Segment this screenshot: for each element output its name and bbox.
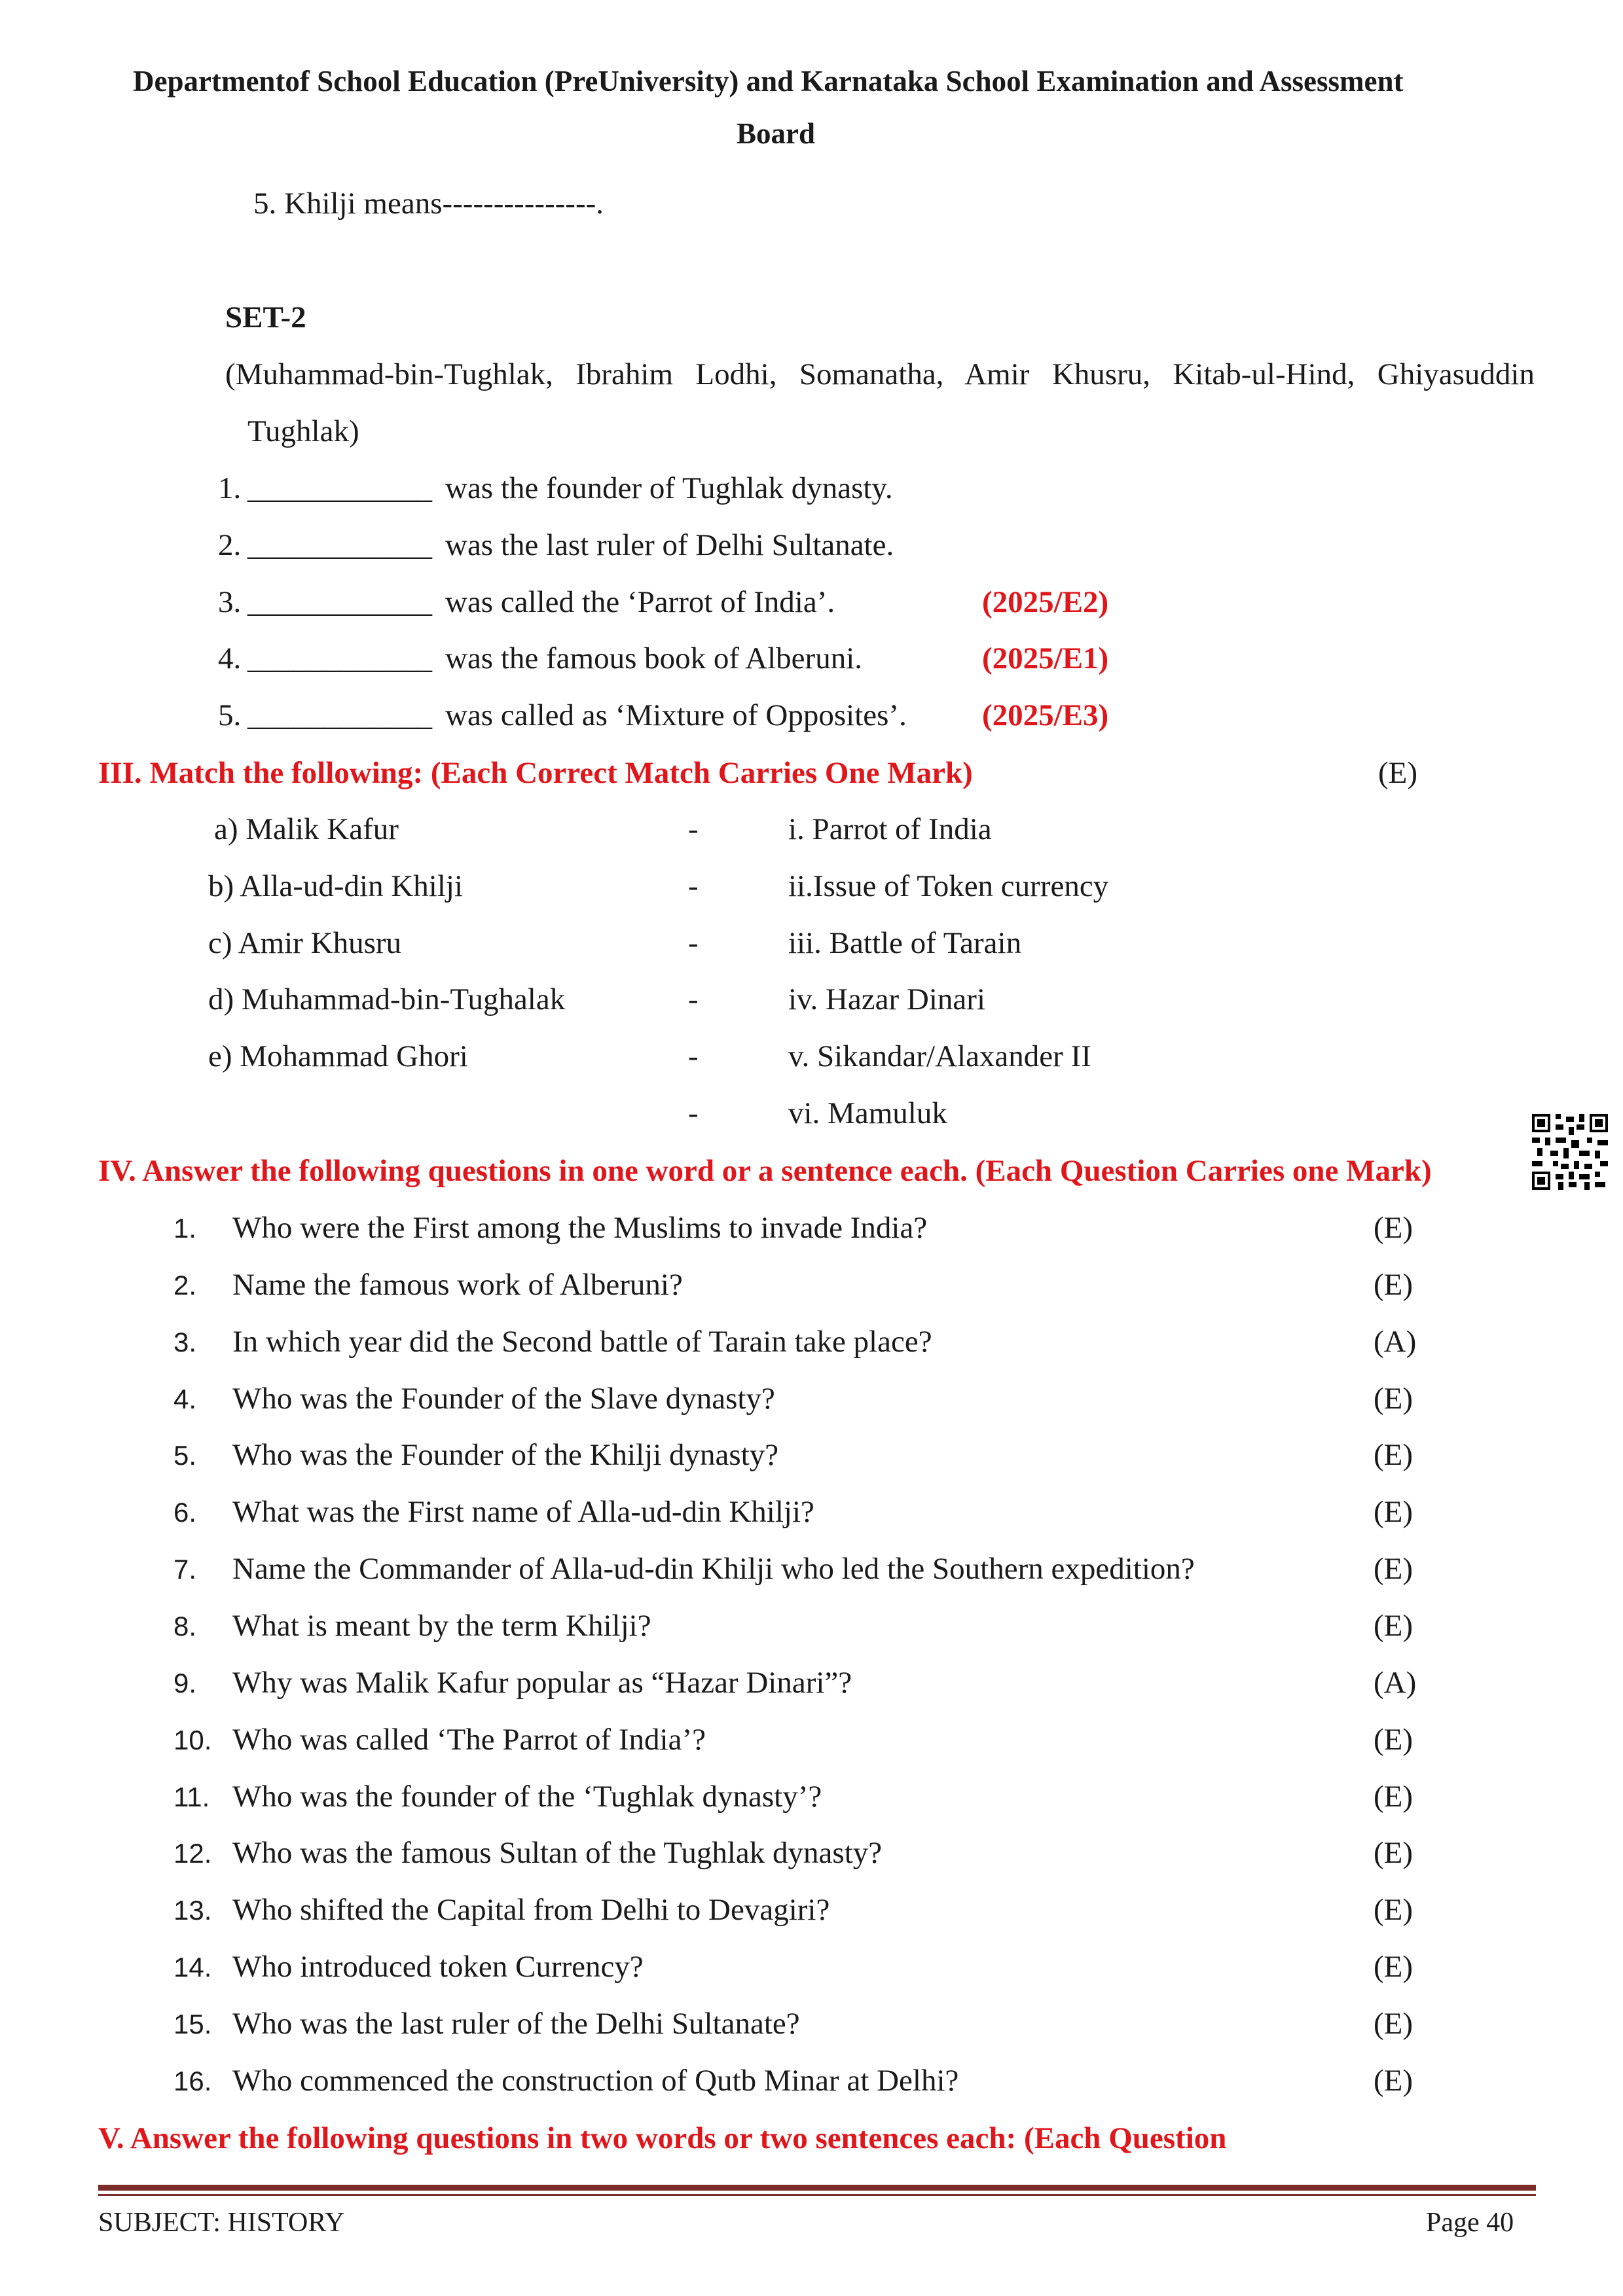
question-text: What is meant by the term Khilji?: [232, 1609, 651, 1643]
question-difficulty-code: (A): [1374, 1666, 1417, 1700]
section5-title: V. Answer the following questions in two words or two sentences each: (Each Question: [98, 2121, 1227, 2155]
match-left-item: d) Muhammad-bin-Tughalak: [208, 982, 566, 1016]
question-number: 14.: [173, 1952, 212, 1982]
set2-item-number: 3.: [218, 585, 242, 619]
question-difficulty-code: (A): [1374, 1325, 1417, 1359]
question-number: 13.: [173, 1895, 212, 1926]
set2-item-blank: ____________: [247, 528, 432, 562]
match-right-item: iii. Battle of Tarain: [788, 926, 1022, 960]
match-right-item: vi. Mamuluk: [788, 1096, 947, 1130]
match-right-item: v. Sikandar/Alaxander II: [788, 1039, 1091, 1073]
question-number: 8.: [173, 1611, 197, 1641]
question-number: 7.: [173, 1554, 197, 1585]
set2-item-number: 2.: [218, 528, 242, 562]
question-difficulty-code: (E): [1374, 1268, 1413, 1302]
question-number: 11.: [173, 1782, 210, 1812]
set2-item-exam-tag: (2025/E2): [982, 585, 1109, 619]
section3-code: (E): [1378, 756, 1418, 790]
question-text: Who was the last ruler of the Delhi Sultanate?: [232, 2007, 800, 2041]
match-left-item: a) Malik Kafur: [214, 812, 399, 846]
set2-title: SET-2: [225, 300, 306, 334]
set2-item-blank: ____________: [247, 471, 432, 505]
qr-code-icon: [1532, 1114, 1608, 1190]
question-number: 4.: [173, 1384, 197, 1414]
footer-rule-thin: [98, 2194, 1536, 2196]
question-text: Who commenced the construction of Qutb Minar at Delhi?: [232, 2064, 959, 2098]
set2-item-text: was called the ‘Parrot of India’.: [445, 585, 835, 619]
footer-subject: SUBJECT: HISTORY: [98, 2208, 345, 2238]
question-text: Who was the famous Sultan of the Tughlak dynasty?: [232, 1836, 883, 1870]
set2-item-blank: ____________: [247, 641, 432, 675]
set2-item-blank: ____________: [247, 585, 432, 619]
question-difficulty-code: (E): [1374, 1552, 1413, 1586]
question-number: 6.: [173, 1497, 197, 1528]
question-difficulty-code: (E): [1374, 2064, 1413, 2098]
question-number: 16.: [173, 2066, 212, 2096]
set2-item-text: was called as ‘Mixture of Opposites’.: [445, 698, 907, 732]
question-text: Who were the First among the Muslims to invade India?: [232, 1211, 928, 1245]
set2-item-number: 5.: [218, 698, 242, 732]
set2-item-number: 4.: [218, 641, 242, 675]
match-dash: -: [688, 926, 699, 960]
question-difficulty-code: (E): [1374, 1382, 1413, 1416]
question-difficulty-code: (E): [1374, 1950, 1413, 1984]
header-line-2: Board: [737, 117, 816, 150]
question-difficulty-code: (E): [1374, 1723, 1413, 1757]
match-dash: -: [688, 982, 699, 1016]
match-left-item: c) Amir Khusru: [208, 926, 402, 960]
question-text: Who was the Founder of the Slave dynasty?: [232, 1382, 775, 1416]
question-difficulty-code: (E): [1374, 1780, 1413, 1814]
question-number: 9.: [173, 1668, 197, 1698]
question-text: Who was called ‘The Parrot of India’?: [232, 1723, 706, 1757]
question-number: 3.: [173, 1327, 197, 1357]
match-right-item: iv. Hazar Dinari: [788, 982, 986, 1016]
set2-item-blank: ____________: [247, 698, 432, 732]
question-text: Name the Commander of Alla-ud-din Khilji who led the Southern expedition?: [232, 1552, 1195, 1586]
set2-item-text: was the last ruler of Delhi Sultanate.: [445, 528, 894, 562]
match-dash: -: [688, 1039, 699, 1073]
header-line-1: Departmentof School Education (PreUniversity) and Karnataka School Examination and Assessment: [133, 65, 1404, 98]
match-right-item: i. Parrot of India: [788, 812, 992, 846]
top-question: 5. Khilji means---------------.: [253, 187, 604, 221]
match-left-item: b) Alla-ud-din Khilji: [208, 869, 464, 903]
match-dash: -: [688, 1096, 699, 1130]
question-difficulty-code: (E): [1374, 1438, 1413, 1472]
question-text: Who was the founder of the ‘Tughlak dynasty’?: [232, 1780, 822, 1814]
question-text: Who shifted the Capital from Delhi to Devagiri?: [232, 1893, 830, 1927]
question-text: Name the famous work of Alberuni?: [232, 1268, 683, 1302]
footer-rule-thick: [98, 2185, 1536, 2191]
question-difficulty-code: (E): [1374, 1836, 1413, 1870]
question-text: What was the First name of Alla-ud-din Khilji?: [232, 1495, 814, 1529]
question-difficulty-code: (E): [1374, 1609, 1413, 1643]
match-dash: -: [688, 812, 699, 846]
set2-item-exam-tag: (2025/E1): [982, 641, 1109, 675]
set2-item-exam-tag: (2025/E3): [982, 698, 1109, 732]
set2-item-text: was the famous book of Alberuni.: [445, 641, 863, 675]
question-text: In which year did the Second battle of Tarain take place?: [232, 1325, 932, 1359]
question-number: 12.: [173, 1838, 212, 1869]
set2-item-number: 1.: [218, 471, 242, 505]
match-right-item: ii.Issue of Token currency: [788, 869, 1109, 903]
question-number: 1.: [173, 1213, 197, 1244]
question-number: 10.: [173, 1725, 212, 1755]
question-text: Why was Malik Kafur popular as “Hazar Dinari”?: [232, 1666, 852, 1700]
question-difficulty-code: (E): [1374, 2007, 1413, 2041]
question-difficulty-code: (E): [1374, 1495, 1413, 1529]
footer-page-number: Page 40: [1426, 2208, 1514, 2238]
question-number: 2.: [173, 1270, 197, 1300]
question-number: 15.: [173, 2009, 212, 2039]
question-text: Who introduced token Currency?: [232, 1950, 644, 1984]
question-number: 5.: [173, 1440, 197, 1471]
set2-item-text: was the founder of Tughlak dynasty.: [445, 471, 893, 505]
section3-title: III. Match the following: (Each Correct Match Carries One Mark): [98, 756, 973, 790]
question-difficulty-code: (E): [1374, 1893, 1413, 1927]
match-dash: -: [688, 869, 699, 903]
set2-word-bank-line2: Tughlak): [247, 414, 359, 448]
match-left-item: e) Mohammad Ghori: [208, 1039, 468, 1073]
question-text: Who was the Founder of the Khilji dynasty?: [232, 1438, 779, 1472]
set2-word-bank-line1: (Muhammad-bin-Tughlak, Ibrahim Lodhi, Somanatha, Amir Khusru, Kitab-ul-Hind, Ghiyasuddin: [225, 357, 1535, 391]
section4-title: IV. Answer the following questions in one word or a sentence each. (Each Question Carries one Mark): [98, 1154, 1432, 1188]
question-difficulty-code: (E): [1374, 1211, 1413, 1245]
